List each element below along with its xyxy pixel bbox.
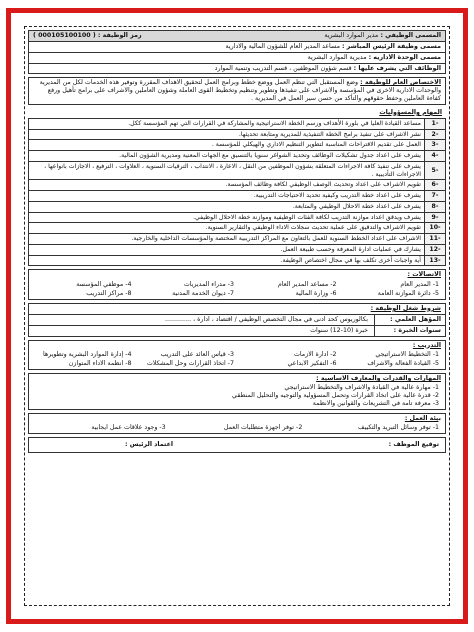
boss-approval-label: اعتماد الرئيس : <box>125 441 174 449</box>
training-item: 6- التفكير الابداعي <box>287 360 337 368</box>
contact-item: 8- مراكز التدريب <box>86 290 132 298</box>
duty-text: يشرف على اعداد خطة التدريب وكيفية تحديد الاحتياجات التدريبية. <box>29 191 425 202</box>
general-specialty-section <box>28 77 446 105</box>
admin-unit-row <box>29 53 445 64</box>
duty-text: تقويم الاشراف على اعداد وتحديث الوصف الوظيفي لكافة وظائف المؤسسة. <box>29 180 425 191</box>
duties-section <box>28 108 446 266</box>
qualification-row <box>29 314 445 325</box>
general-specialty-label: الاختصاص العام للوظيفة : <box>360 79 441 87</box>
job-title-row <box>29 31 445 42</box>
admin-unit-label: مسمى الوحدة الاداريه : <box>368 53 441 61</box>
duty-number: -3 <box>425 140 446 151</box>
training-list <box>29 350 445 369</box>
duty-text: يشرف على اعداد جدول تشكيلات الوظائف وتحديد الشواغر سنويا بالتنسيق مع الجهات المعنية ومديرية الشؤون المالية. <box>29 151 425 162</box>
job-title-value: مدير الموارد البشرية <box>324 32 379 39</box>
duty-text: الاشراف على اعداد الخطط السنوية للعمل بالتعاون مع المراكز التدريبية المختصة والمؤسسات الداخلية والخارجية. <box>29 234 425 245</box>
environment-item: 2- توفر اجهزة متطلبات العمل <box>223 424 303 432</box>
job-description-form <box>28 30 446 453</box>
duty-row <box>29 255 446 266</box>
duty-row <box>29 223 446 234</box>
requirements-title: شروط شغل الوظيفة : <box>370 304 441 312</box>
training-item: 7- اتخاذ القرارات وحل المشكلات <box>146 360 234 368</box>
training-section <box>28 340 446 371</box>
duty-number: -8 <box>425 201 446 212</box>
qualification-label: المؤهل العلمي : <box>374 315 445 325</box>
duties-table <box>28 118 446 267</box>
training-item: 3- قياس العائد على التدريب <box>160 351 234 359</box>
contact-item: 4- موظفي المؤسسة <box>76 281 132 289</box>
contact-item: 2- مساعد المدير العام <box>277 281 337 289</box>
direct-boss-value: مساعد المدير العام للشؤون المالية والادارية <box>225 42 340 50</box>
contact-item: 1- المدير العام <box>400 281 439 289</box>
environment-title: بيئة العمل : <box>404 414 441 422</box>
duty-number: -7 <box>425 191 446 202</box>
training-title: التدريب : <box>412 341 441 349</box>
skills-section <box>28 373 446 409</box>
duty-row <box>29 191 446 202</box>
admin-unit-value: مديرية الموارد البشرية <box>307 53 367 61</box>
duty-row <box>29 201 446 212</box>
contact-item: 3- مدراء المديريات <box>183 281 234 289</box>
duty-row <box>29 212 446 223</box>
training-item: 1- التخطيط الاستراتيجي <box>375 351 439 359</box>
duty-text: أية واجبات أخرى تكلف بها في مجال اختصاص الوظيفة. <box>29 255 425 266</box>
duty-number: -10 <box>425 223 446 234</box>
employee-signature-label: توقيع الموظف : <box>388 441 439 449</box>
contacts-title: الاتصالات : <box>407 271 441 279</box>
experience-row <box>29 325 445 336</box>
duty-row <box>29 234 446 245</box>
general-specialty-text: وضع المستقبل التي تنظم العمل ووضع خطط وبرامج العمل لتحقيق الاهداف المقررة وتوفير هذه الخدمات لكل من المديرية والوحدات الادارية الاخرى في المؤسسة والاشراف على تنفيذها وتطوير وتنظيم وتخطيط القوى العاملة وشؤون العاملين والاشراف على برامج تأهيل ورفع كفاءة العاملين وحفظ حقوقهم والتأكد من حسن سير العمل في المديرية . <box>39 79 441 103</box>
duty-number: -11 <box>425 234 446 245</box>
supervised-row <box>29 64 445 74</box>
skill-item: 1- مهارة عالية في القيادة والاشراف والتخطيط الاستراتيجي <box>284 383 439 391</box>
duties-title: المهام والمسؤوليات <box>379 109 442 117</box>
duty-text: مساعد القيادة العليا في بلورة الأهداف ورسم الخطة الاستراتيجية والمشاركة في القرارات التي تهم المؤسسة ككل. <box>29 118 425 129</box>
environment-item: 3- وجود علاقات عمل ايجابية <box>91 424 166 432</box>
duty-number: -5 <box>425 161 446 180</box>
duty-row <box>29 180 446 191</box>
job-title-label: المسمى الوظيفي : <box>380 32 441 39</box>
training-item: 4- إدارة الموارد البشرية وتطويرها <box>42 351 132 359</box>
qualification-value: بكالوريوس كحد ادنى في مجال التخصص الوظيفي / اقتصاد ، ادارة ، ............. <box>165 315 368 323</box>
environment-list <box>29 423 445 433</box>
training-item: 2- ادارة الازمات <box>293 351 337 359</box>
environment-item: 1- توفر وسائل التبريد والتكييف <box>358 424 439 432</box>
duty-number: -12 <box>425 244 446 255</box>
contact-item: 6- وزارة المالية <box>295 290 337 298</box>
duty-number: -4 <box>425 151 446 162</box>
duty-number: -6 <box>425 180 446 191</box>
supervised-value: قسم شؤون الموظفين ، قسم التدريب وتنمية الموارد <box>214 64 352 72</box>
contacts-section <box>28 269 446 300</box>
duty-row <box>29 244 446 255</box>
job-code-label: رمز الوظيفة : <box>97 32 142 39</box>
experience-label: سنوات الخبرة : <box>374 326 445 336</box>
skills-list <box>29 384 445 409</box>
duty-number: -9 <box>425 212 446 223</box>
contact-item: 5- دائرة الموازنة العامة <box>377 290 439 298</box>
duty-text: يشرف على اعداد خطة الاحلال الوظيفي والمتابعة. <box>29 201 425 212</box>
environment-section <box>28 413 446 435</box>
duty-number: -1 <box>425 118 446 129</box>
duty-row <box>29 151 446 162</box>
duty-row <box>29 129 446 140</box>
duty-text: يشرف على تنفيذ كافة الاجراءات المتعلقة بشؤون الموظفين من النقل ، الاعارة ، الانتداب ، الترقيات السنوية ، العلاوات ، الترفيع ، الاجازات بانواعها ، الاجراءات التأديبية . <box>29 161 425 180</box>
duty-text: يشرف ويدقق اعداد موازنة التدريب لكافة الفئات الوظيفية وموازنة خطة الاحلال الوظيفي. <box>29 212 425 223</box>
job-code-value: ( 000105100100 ) <box>33 32 96 39</box>
duty-text: تقويم الاشراف والتدقيق على عملية تحديث سجلات الاداء الوظيفي والتقارير السنوية. <box>29 223 425 234</box>
supervised-label: الوظائف التي يشرف عليها : <box>353 64 441 72</box>
duty-number: -2 <box>425 129 446 140</box>
direct-boss-row <box>29 42 445 53</box>
skill-item: 3- معرفة تامة في التشريعات والقوانين والانظمة <box>312 399 439 407</box>
contact-item: 7- ديوان الخدمة المدنية <box>172 290 234 298</box>
direct-boss-label: مسمى وظيفة الرئيس المباشر : <box>341 42 441 50</box>
duty-row <box>29 140 446 151</box>
training-item: 8- انظمة الاداء المتوازن <box>68 360 132 368</box>
duty-row <box>29 118 446 129</box>
duty-text: نشر الاشراف على تنفيذ برامج الخطة التنفيذية للمديرية ومتابعة تحديثها. <box>29 129 425 140</box>
requirements-section <box>28 303 446 337</box>
duty-text: العمل على تقديم الاقتراحات المناسبة لتطوير التنظيم الاداري والهيكلي للمؤسسة . <box>29 140 425 151</box>
header-block <box>28 30 446 74</box>
duty-number: -13 <box>425 255 446 266</box>
skill-item: 2- قدرة عالية على اتخاذ القرارات وتحمل المسؤولية والتوجيه والتحليل المنطقي <box>232 391 439 399</box>
skills-title: المهارات والقدرات والمعارف الاساسية : <box>316 375 441 383</box>
duty-row <box>29 161 446 180</box>
training-item: 5- القيادة الفعالة والاشراف <box>367 360 439 368</box>
duty-text: يشارك في عمليات ادارة المعرفة وحسب طبيعة العمل. <box>29 244 425 255</box>
signatures-section <box>28 437 446 453</box>
contacts-list <box>29 280 445 299</box>
experience-value: خبرة (10-12) سنوات <box>310 326 368 334</box>
